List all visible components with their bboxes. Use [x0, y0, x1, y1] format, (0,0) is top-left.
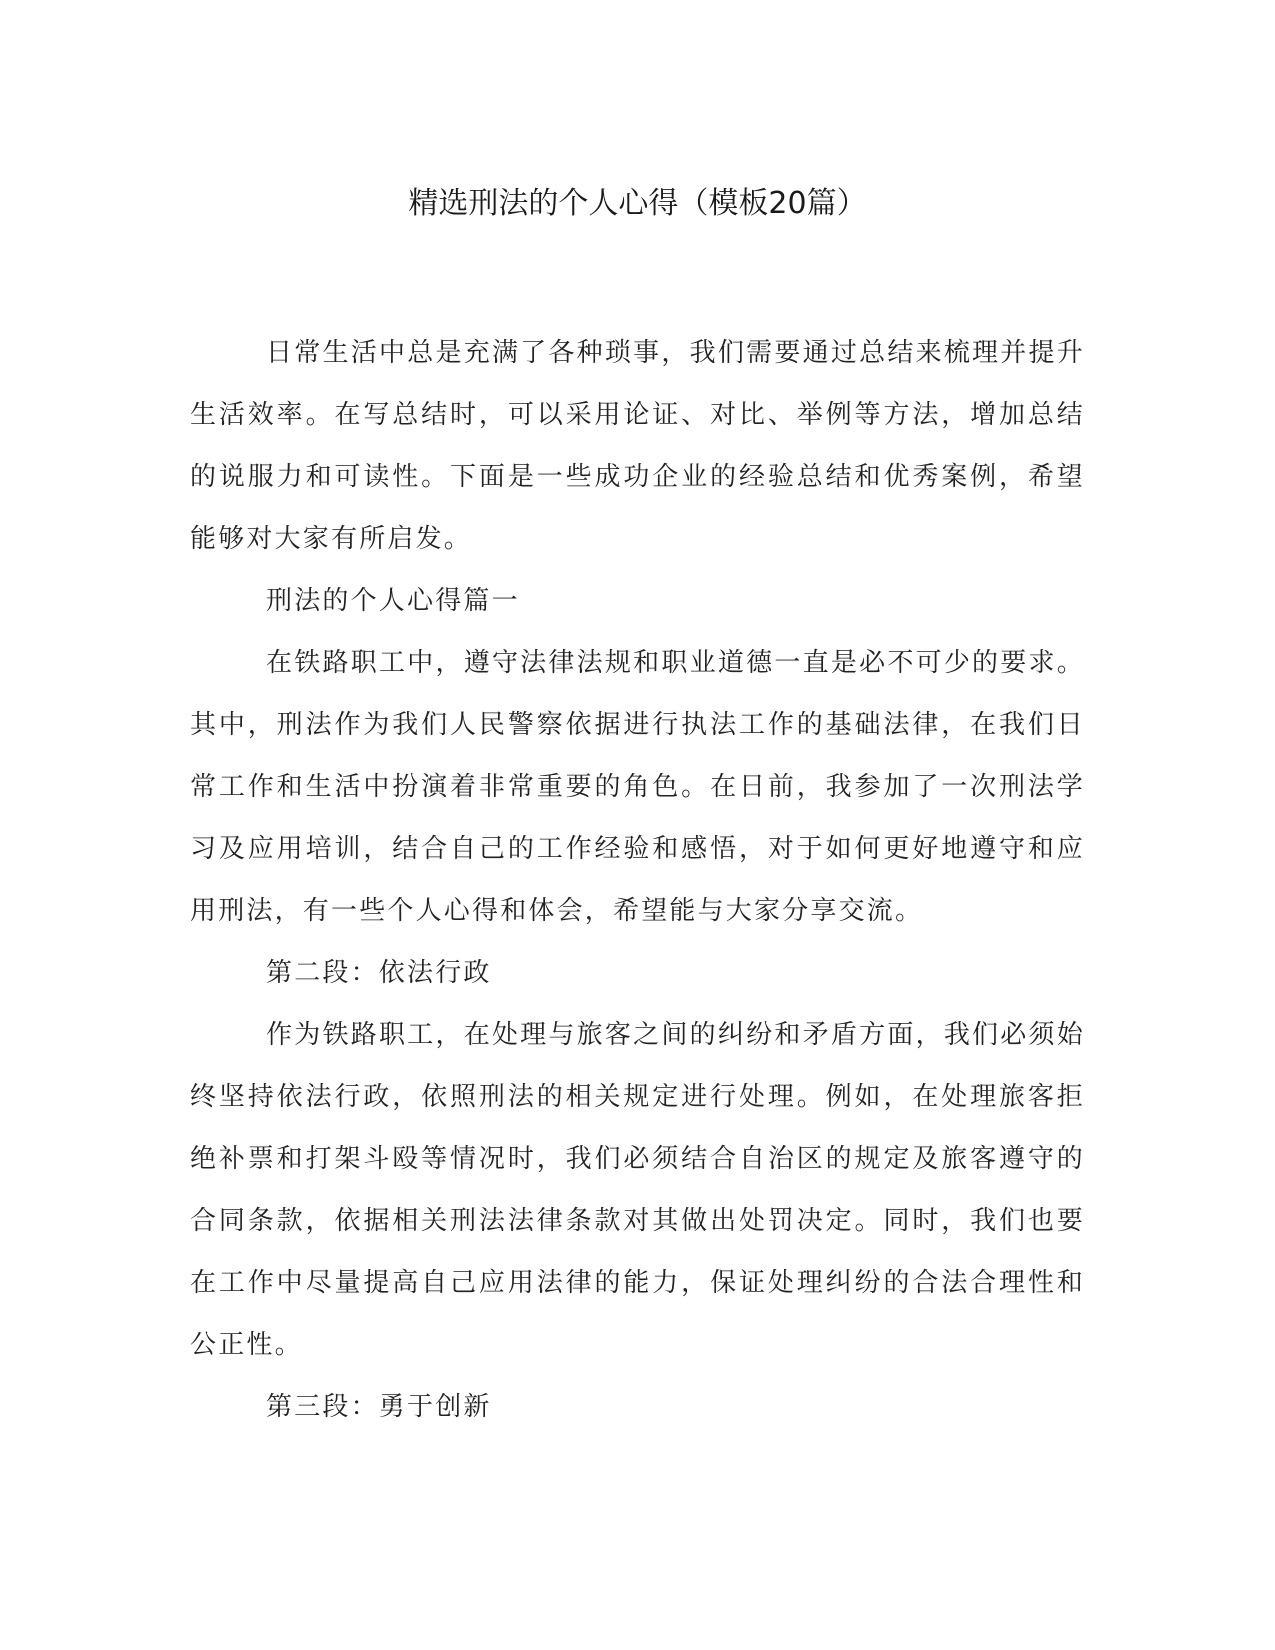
document-body — [190, 322, 1085, 1438]
section-heading-second: 第二段：依法行政 — [266, 958, 492, 988]
body-paragraph: 作为铁路职工，在处理与旅客之间的纠纷和矛盾方面，我们必须始终坚持依法行政，依照刑法的相关规定进行处理。例如，在处理旅客拒绝补票和打架斗殴等情况时，我们必须结合自治区的规定及旅客遵守的合同条款，依据相关刑法法律条款对其做出处罚决定。同时，我们也要在工作中尽量提高自己应用法律的能力，保证处理纠纷的合法合理性和公正性。 — [190, 1020, 1085, 1360]
intro-paragraph: 日常生活中总是充满了各种琐事，我们需要通过总结来梳理并提升生活效率。在写总结时，可以采用论证、对比、举例等方法，增加总结的说服力和可读性。下面是一些成功企业的经验总结和优秀案例，希望能够对大家有所启发。 — [190, 338, 1085, 554]
section-heading-part-one: 刑法的个人心得篇一 — [266, 586, 520, 616]
document-title: 精选刑法的个人心得（模板20篇） — [408, 186, 867, 221]
body-paragraph: 在铁路职工中，遵守法律法规和职业道德一直是必不可少的要求。其中，刑法作为我们人民警察依据进行执法工作的基础法律，在我们日常工作和生活中扮演着非常重要的角色。在日前，我参加了一次刑法学习及应用培训，结合自己的工作经验和感悟，对于如何更好地遵守和应用刑法，有一些个人心得和体会，希望能与大家分享交流。 — [190, 648, 1085, 926]
section-heading-third: 第三段：勇于创新 — [266, 1392, 492, 1422]
